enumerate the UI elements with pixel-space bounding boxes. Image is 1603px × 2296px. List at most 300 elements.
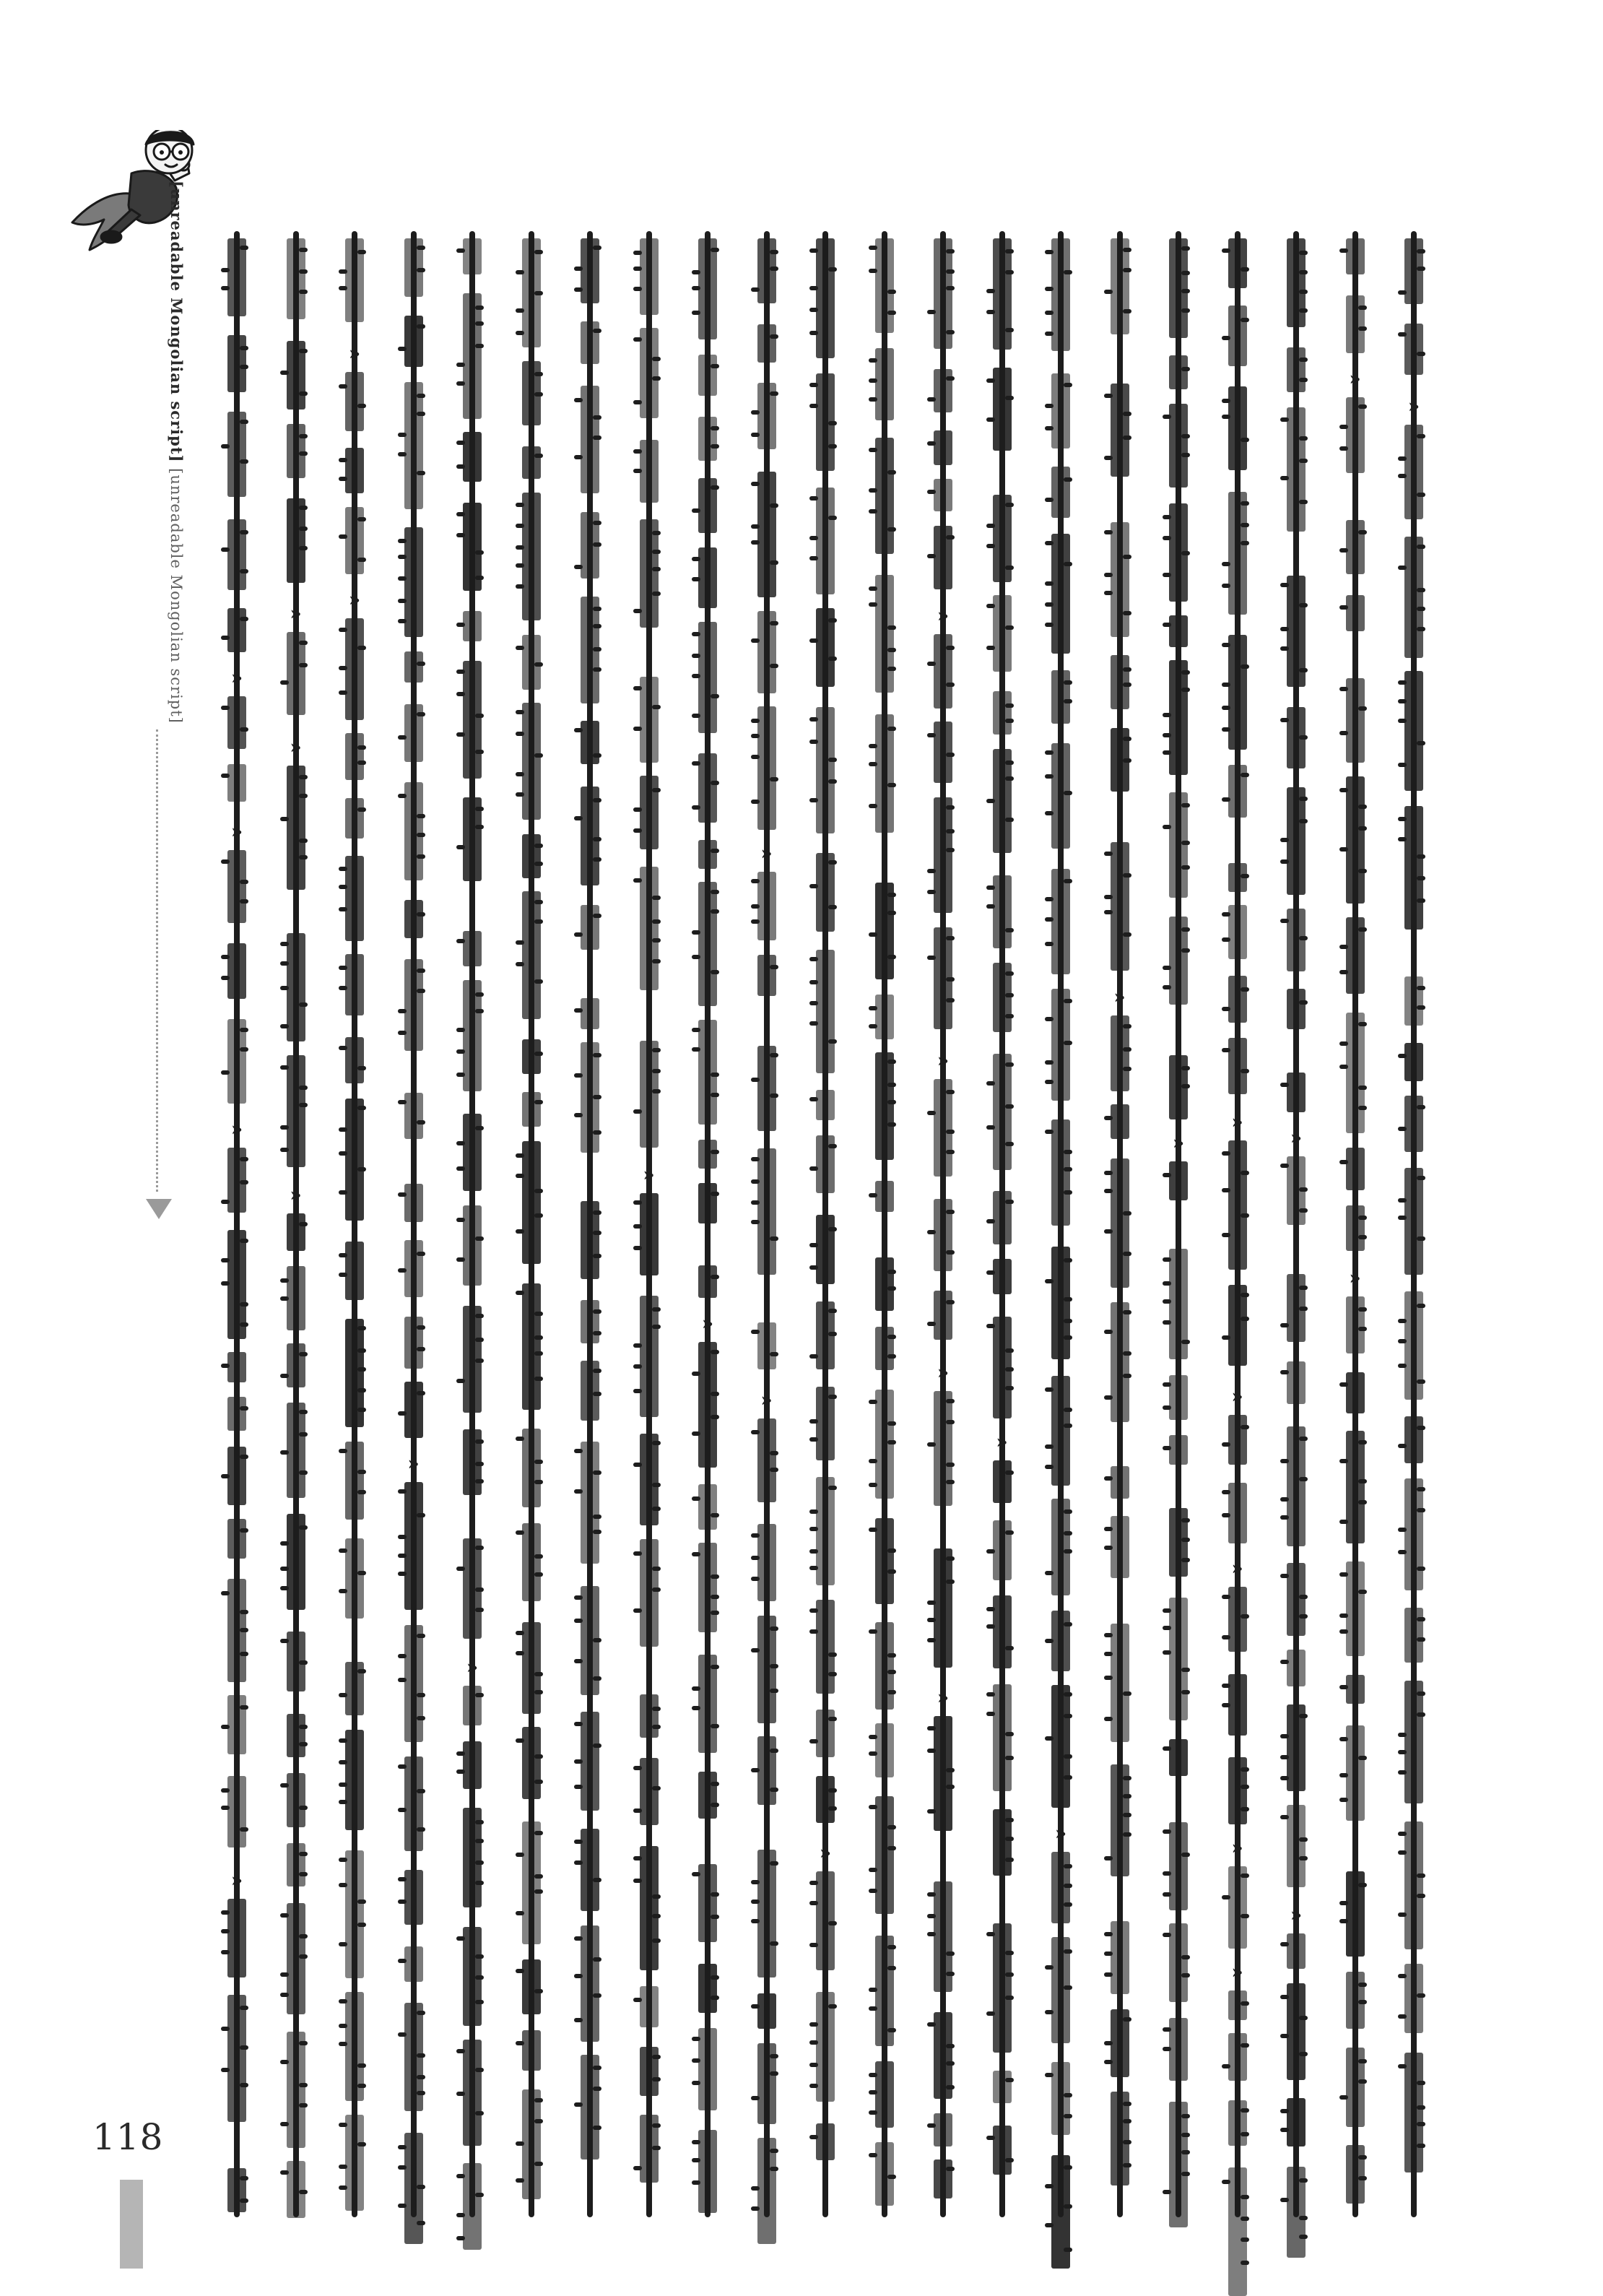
- script-word: [404, 1240, 423, 1297]
- script-tail: [711, 849, 719, 853]
- script-tail: [1417, 1508, 1425, 1512]
- script-tail: [1358, 826, 1367, 831]
- script-tail: [869, 2153, 877, 2157]
- script-tail: [398, 1411, 407, 1416]
- script-tail: [516, 1853, 524, 1857]
- script-tail: [280, 680, 289, 685]
- script-tail: [1064, 562, 1072, 566]
- script-word: [1346, 1372, 1365, 1413]
- script-tail: [927, 1322, 936, 1326]
- script-tail: [417, 471, 425, 475]
- punctuation-mark: »: [290, 1184, 302, 1206]
- script-tail: [240, 2006, 248, 2010]
- script-tail: [516, 1174, 524, 1178]
- script-tail: [809, 1243, 818, 1247]
- script-tail: [711, 1392, 719, 1396]
- script-tail: [946, 1580, 955, 1584]
- script-word: [1228, 386, 1247, 470]
- script-tail: [398, 1535, 407, 1539]
- script-word: [934, 1391, 952, 1506]
- script-tail: [1045, 1444, 1054, 1449]
- script-tail: [456, 1073, 465, 1077]
- running-header-label: [unreadable Mongolian script]: [168, 181, 186, 463]
- text-column: [1394, 231, 1433, 2217]
- punctuation-mark: ·: [1351, 491, 1359, 513]
- script-tail: [1222, 584, 1230, 588]
- script-tail: [692, 2140, 700, 2144]
- script-tail: [221, 1929, 230, 1933]
- script-word: [1228, 306, 1247, 366]
- script-word: [345, 1850, 364, 1978]
- script-tail: [711, 248, 719, 252]
- script-tail: [534, 372, 543, 376]
- script-word: [1111, 238, 1129, 334]
- script-tail: [946, 2044, 955, 2048]
- script-tail: [456, 1936, 465, 1941]
- script-word: [227, 1995, 246, 2122]
- script-tail: [751, 2206, 760, 2211]
- script-tail: [456, 464, 465, 469]
- script-tail: [1241, 1213, 1249, 1218]
- script-tail: [1398, 699, 1407, 703]
- script-tail: [1417, 1873, 1425, 1878]
- script-tail: [1280, 627, 1289, 631]
- script-tail: [751, 1577, 760, 1581]
- script-tail: [1398, 817, 1407, 821]
- script-tail: [1045, 750, 1054, 755]
- script-tail: [299, 546, 308, 550]
- script-tail: [869, 2006, 877, 2011]
- script-tail: [357, 745, 366, 750]
- script-tail: [475, 1126, 484, 1130]
- script-tail: [221, 2027, 230, 2031]
- script-tail: [1417, 1712, 1425, 1717]
- script-tail: [633, 469, 642, 473]
- script-word: [934, 2113, 952, 2146]
- script-tail: [1417, 1379, 1425, 1384]
- script-tail: [574, 1449, 583, 1453]
- script-tail: [456, 2092, 465, 2096]
- script-tail: [1358, 2176, 1367, 2180]
- script-tail: [1222, 727, 1230, 732]
- script-tail: [357, 1066, 366, 1070]
- script-tail: [417, 324, 425, 329]
- script-tail: [534, 753, 543, 758]
- script-tail: [240, 1180, 248, 1184]
- script-tail: [1241, 1171, 1249, 1175]
- script-tail: [633, 1109, 642, 1114]
- script-tail: [534, 844, 543, 848]
- text-column: [747, 231, 786, 2217]
- script-tail: [221, 1200, 230, 1204]
- script-word: [463, 931, 482, 966]
- script-word: [993, 1923, 1012, 2053]
- script-tail: [887, 1286, 896, 1291]
- script-tail: [221, 1364, 230, 1368]
- script-tail: [1123, 268, 1131, 272]
- script-tail: [711, 364, 719, 368]
- script-tail: [652, 550, 661, 554]
- script-tail: [221, 976, 230, 980]
- script-tail: [1339, 1798, 1348, 1802]
- script-tail: [398, 1268, 407, 1273]
- script-tail: [339, 2165, 347, 2169]
- script-tail: [692, 270, 700, 274]
- script-tail: [1222, 1895, 1230, 1899]
- script-tail: [299, 855, 308, 859]
- script-tail: [534, 2162, 543, 2166]
- script-tail: [711, 1782, 719, 1786]
- script-tail: [1064, 1319, 1072, 1323]
- script-word: [1111, 842, 1129, 971]
- script-tail: [1005, 1530, 1014, 1535]
- script-tail: [574, 267, 583, 271]
- script-tail: [869, 358, 877, 363]
- script-tail: [770, 1749, 778, 1753]
- script-word: [345, 1730, 364, 1830]
- script-tail: [1417, 1304, 1425, 1308]
- script-tail: [770, 1941, 778, 1946]
- script-tail: [357, 1470, 366, 1474]
- script-word: [1051, 2062, 1070, 2135]
- script-tail: [299, 451, 308, 456]
- script-tail: [1181, 271, 1190, 275]
- script-tail: [869, 2090, 877, 2094]
- script-word: [227, 850, 246, 923]
- script-tail: [809, 1001, 818, 1005]
- script-tail: [927, 441, 936, 446]
- script-tail: [339, 1273, 347, 1277]
- script-tail: [1358, 1500, 1367, 1504]
- script-word: [404, 1625, 423, 1742]
- script-tail: [1417, 1993, 1425, 1998]
- script-tail: [1222, 2180, 1230, 2184]
- script-tail: [1241, 1807, 1249, 1811]
- script-tail: [1064, 270, 1072, 274]
- punctuation-mark: ·: [1351, 1842, 1359, 1864]
- script-tail: [1163, 536, 1171, 540]
- script-tail: [299, 1660, 308, 1665]
- punctuation-mark: ·: [763, 1821, 770, 1842]
- script-tail: [593, 1957, 601, 1962]
- script-tail: [986, 1932, 995, 1936]
- script-tail: [1045, 2010, 1054, 2014]
- script-tail: [1222, 643, 1230, 647]
- script-word: [1051, 1247, 1070, 1359]
- script-tail: [828, 1717, 837, 1721]
- script-word: [522, 1141, 541, 1264]
- script-word: [345, 733, 364, 780]
- script-tail: [456, 2213, 465, 2217]
- script-tail: [887, 1945, 896, 1949]
- script-tail: [1104, 290, 1113, 294]
- script-tail: [1064, 2204, 1072, 2209]
- script-tail: [927, 1618, 936, 1622]
- script-tail: [357, 807, 366, 812]
- script-tail: [1398, 2014, 1407, 2019]
- script-tail: [398, 1572, 407, 1576]
- script-tail: [398, 2165, 407, 2170]
- script-tail: [1163, 515, 1171, 519]
- script-word: [757, 1046, 776, 1131]
- script-tail: [1181, 1066, 1190, 1070]
- script-tail: [1339, 1685, 1348, 1689]
- script-tail: [593, 2066, 601, 2070]
- script-tail: [652, 705, 661, 709]
- script-tail: [1280, 859, 1289, 864]
- script-tail: [1417, 588, 1425, 592]
- script-tail: [398, 539, 407, 543]
- script-tail: [869, 586, 877, 591]
- script-word: [698, 882, 717, 1006]
- script-word: [404, 1482, 423, 1610]
- script-word: [1169, 1923, 1188, 2002]
- script-tail: [652, 1914, 661, 1918]
- script-tail: [946, 1951, 955, 1956]
- script-tail: [1045, 623, 1054, 627]
- script-word: [404, 316, 423, 367]
- script-tail: [1299, 378, 1308, 382]
- script-tail: [1299, 251, 1308, 255]
- script-tail: [574, 1785, 583, 1789]
- script-tail: [1064, 879, 1072, 883]
- script-tail: [887, 1966, 896, 1970]
- script-tail: [711, 1093, 719, 1097]
- script-tail: [1005, 1837, 1014, 1841]
- script-word: [993, 1684, 1012, 1791]
- script-tail: [633, 251, 642, 255]
- punctuation-mark: ·: [645, 1012, 653, 1034]
- script-tail: [809, 383, 818, 387]
- script-tail: [475, 807, 484, 811]
- script-word: [581, 1300, 599, 1343]
- punctuation-mark: ·: [586, 969, 594, 991]
- script-word: [1346, 678, 1365, 763]
- script-tail: [1064, 791, 1072, 795]
- script-word: [698, 2130, 717, 2213]
- script-tail: [339, 2024, 347, 2028]
- script-tail: [1222, 1684, 1230, 1688]
- script-tail: [1299, 270, 1308, 274]
- script-tail: [475, 1839, 484, 1843]
- script-tail: [887, 1846, 896, 1850]
- script-tail: [534, 862, 543, 866]
- script-tail: [986, 604, 995, 608]
- script-tail: [1123, 758, 1131, 763]
- script-tail: [1299, 1208, 1308, 1213]
- script-tail: [1358, 1106, 1367, 1110]
- script-word: [463, 980, 482, 1091]
- script-tail: [221, 859, 230, 864]
- script-tail: [417, 833, 425, 837]
- script-tail: [1280, 1995, 1289, 1999]
- script-tail: [1064, 1949, 1072, 1954]
- script-tail: [1163, 623, 1171, 627]
- script-tail: [475, 321, 484, 326]
- script-tail: [339, 2123, 347, 2127]
- punctuation-mark: ·: [233, 2139, 240, 2161]
- script-tail: [1163, 1892, 1171, 1897]
- script-word: [1228, 1483, 1247, 1543]
- script-tail: [751, 1648, 760, 1652]
- script-word: [875, 1052, 894, 1160]
- script-tail: [711, 1275, 719, 1279]
- script-word: [875, 883, 894, 979]
- script-tail: [1358, 1756, 1367, 1760]
- script-tail: [475, 576, 484, 580]
- script-tail: [357, 2063, 366, 2068]
- script-tail: [1005, 1062, 1014, 1067]
- script-word: [522, 2089, 541, 2199]
- script-tail: [240, 1705, 248, 1710]
- punctuation-mark: ·: [409, 1064, 417, 1086]
- script-word: [287, 933, 305, 1041]
- script-tail: [946, 1130, 955, 1134]
- script-tail: [927, 1749, 936, 1753]
- script-word: [404, 651, 423, 683]
- script-tail: [770, 560, 778, 565]
- script-tail: [240, 1239, 248, 1243]
- script-tail: [711, 1803, 719, 1807]
- script-word: [1404, 425, 1423, 519]
- script-tail: [593, 624, 601, 628]
- script-tail: [946, 286, 955, 290]
- script-tail: [339, 1151, 347, 1156]
- script-tail: [711, 426, 719, 430]
- script-tail: [417, 268, 425, 272]
- script-tail: [299, 2041, 308, 2045]
- script-tail: [946, 376, 955, 381]
- script-tail: [574, 1008, 583, 1013]
- script-word: [1404, 1608, 1423, 1663]
- script-word: [993, 691, 1012, 735]
- script-tail: [240, 1406, 248, 1411]
- script-tail: [809, 1566, 818, 1570]
- script-word: [640, 1758, 659, 1825]
- script-tail: [986, 1125, 995, 1130]
- script-word: [640, 867, 659, 990]
- script-word: [463, 1686, 482, 1725]
- script-tail: [711, 1350, 719, 1354]
- script-tail: [1417, 1005, 1425, 1010]
- script-tail: [869, 1400, 877, 1404]
- script-tail: [299, 1352, 308, 1356]
- script-tail: [1064, 1150, 1072, 1154]
- script-tail: [299, 1742, 308, 1746]
- script-tail: [809, 1901, 818, 1905]
- script-tail: [339, 286, 347, 290]
- script-tail: [1299, 436, 1308, 441]
- punctuation-mark: »: [1349, 368, 1361, 390]
- script-word: [757, 324, 776, 363]
- script-tail: [711, 1975, 719, 1980]
- script-tail: [633, 1856, 642, 1860]
- script-word: [1051, 1376, 1070, 1486]
- script-tail: [417, 1693, 425, 1697]
- script-tail: [692, 2180, 700, 2185]
- script-word: [1169, 1598, 1188, 1720]
- script-tail: [398, 2145, 407, 2149]
- script-word: [522, 1622, 541, 1714]
- script-tail: [1005, 566, 1014, 570]
- text-column: [629, 231, 668, 2217]
- script-word: [227, 1352, 246, 1382]
- script-tail: [516, 2178, 524, 2183]
- script-tail: [927, 1932, 936, 1936]
- script-tail: [1104, 1932, 1113, 1936]
- script-tail: [1123, 555, 1131, 559]
- script-tail: [593, 1369, 601, 1373]
- script-tail: [887, 911, 896, 915]
- script-tail: [770, 1053, 778, 1057]
- script-tail: [398, 2032, 407, 2037]
- script-tail: [1398, 1127, 1407, 1131]
- script-tail: [280, 1586, 289, 1590]
- script-tail: [751, 1919, 760, 1923]
- script-tail: [339, 2042, 347, 2046]
- script-tail: [986, 544, 995, 548]
- script-tail: [1005, 703, 1014, 708]
- script-word: [993, 1054, 1012, 1170]
- script-tail: [652, 938, 661, 943]
- script-tail: [1241, 2237, 1249, 2242]
- script-tail: [593, 857, 601, 862]
- script-tail: [1299, 819, 1308, 823]
- script-tail: [221, 286, 230, 290]
- script-tail: [986, 1624, 995, 1629]
- script-tail: [986, 378, 995, 383]
- script-word: [698, 1265, 717, 1298]
- script-word: [463, 1205, 482, 1286]
- script-word: [698, 1655, 717, 1753]
- script-tail: [534, 1213, 543, 1218]
- script-word: [1287, 1805, 1306, 1887]
- script-tail: [1339, 847, 1348, 852]
- script-tail: [240, 569, 248, 573]
- script-word: [757, 872, 776, 940]
- punctuation-mark: »: [290, 603, 302, 625]
- script-tail: [1280, 718, 1289, 722]
- script-tail: [946, 753, 955, 757]
- script-tail: [869, 762, 877, 766]
- script-tail: [828, 1788, 837, 1793]
- script-tail: [593, 1095, 601, 1099]
- script-tail: [1280, 1323, 1289, 1327]
- script-tail: [751, 1157, 760, 1161]
- script-word: [698, 2028, 717, 2110]
- script-tail: [398, 794, 407, 798]
- script-tail: [1045, 250, 1054, 254]
- script-tail: [1064, 2114, 1072, 2118]
- script-tail: [1104, 2041, 1113, 2045]
- script-tail: [339, 1693, 347, 1697]
- script-tail: [1123, 436, 1131, 440]
- script-tail: [1339, 1382, 1348, 1387]
- script-tail: [221, 706, 230, 710]
- script-tail: [1280, 1734, 1289, 1738]
- script-tail: [1241, 438, 1249, 442]
- script-tail: [1045, 2184, 1054, 2188]
- script-word: [1346, 1205, 1365, 1251]
- script-tail: [1417, 2122, 1425, 2126]
- script-tail: [339, 458, 347, 462]
- script-tail: [398, 1654, 407, 1658]
- script-tail: [869, 1735, 877, 1739]
- script-word: [640, 1434, 659, 1525]
- script-word: [345, 1099, 364, 1221]
- script-tail: [534, 250, 543, 254]
- script-tail: [1163, 1320, 1171, 1325]
